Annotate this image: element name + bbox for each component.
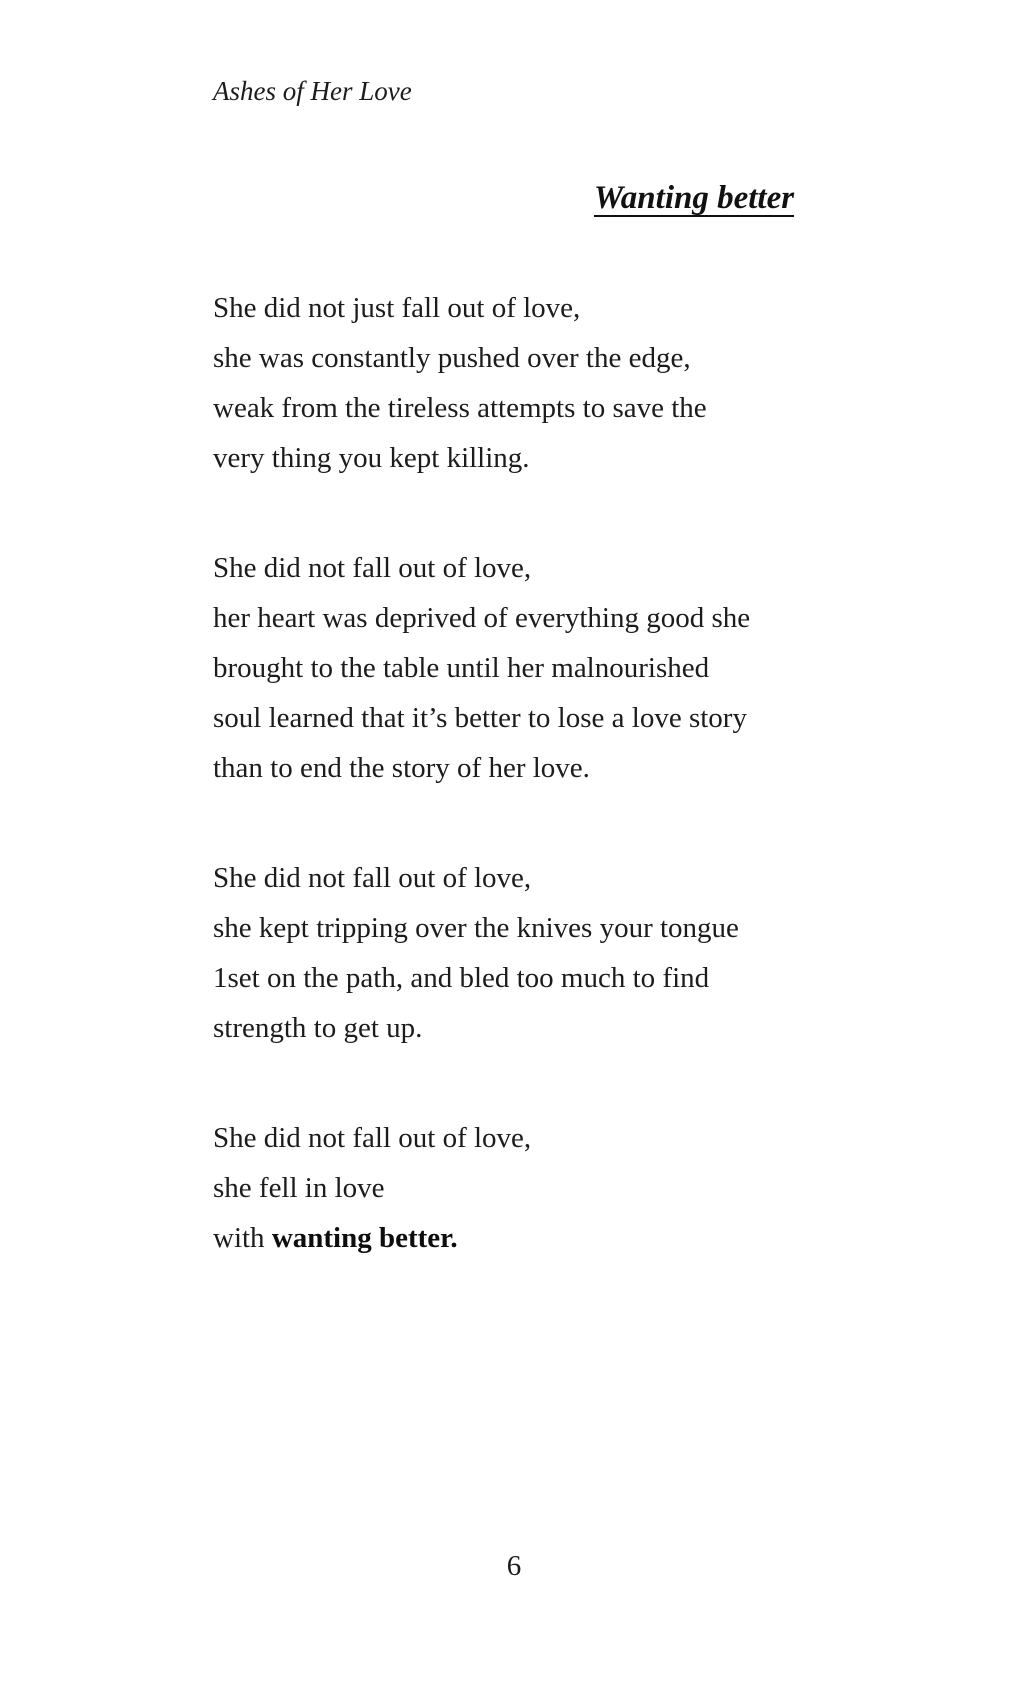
poem-line: than to end the story of her love. [213,752,590,784]
poem-body [213,283,833,1323]
poem-final-line-prefix: with [213,1222,272,1254]
poem-line: She did not just fall out of love, [213,292,581,324]
stanza-3 [213,853,833,1053]
poem-line: strength to get up. [213,1012,423,1044]
poem-line: she was constantly pushed over the edge, [213,342,691,374]
poem-line: brought to the table until her malnourished [213,652,710,684]
poem-line: she kept tripping over the knives your tongue [213,912,739,944]
running-header: Ashes of Her Love [213,76,412,106]
poem-final-line [213,1213,833,1263]
poem-line: 1set on the path, and bled too much to find [213,962,710,994]
poem-title: Wanting better [593,180,795,216]
stanza-4 [213,1113,833,1263]
poem-line: She did not fall out of love, [213,552,532,584]
poem-line: soul learned that it’s better to lose a love story [213,702,747,734]
stanza-2 [213,543,833,793]
poem-line: very thing you kept killing. [213,442,530,474]
poem-final-line-emphasis: wanting better. [271,1222,458,1254]
page-number: 6 [506,1550,522,1582]
stanza-1 [213,283,833,483]
poem-title-wrap [360,178,1028,218]
poem-line: weak from the tireless attempts to save the [213,392,707,424]
poem-line: her heart was deprived of everything good she [213,602,751,634]
poem-line: she fell in love [213,1172,385,1204]
poem-line: She did not fall out of love, [213,1122,532,1154]
poem-line: She did not fall out of love, [213,862,532,894]
